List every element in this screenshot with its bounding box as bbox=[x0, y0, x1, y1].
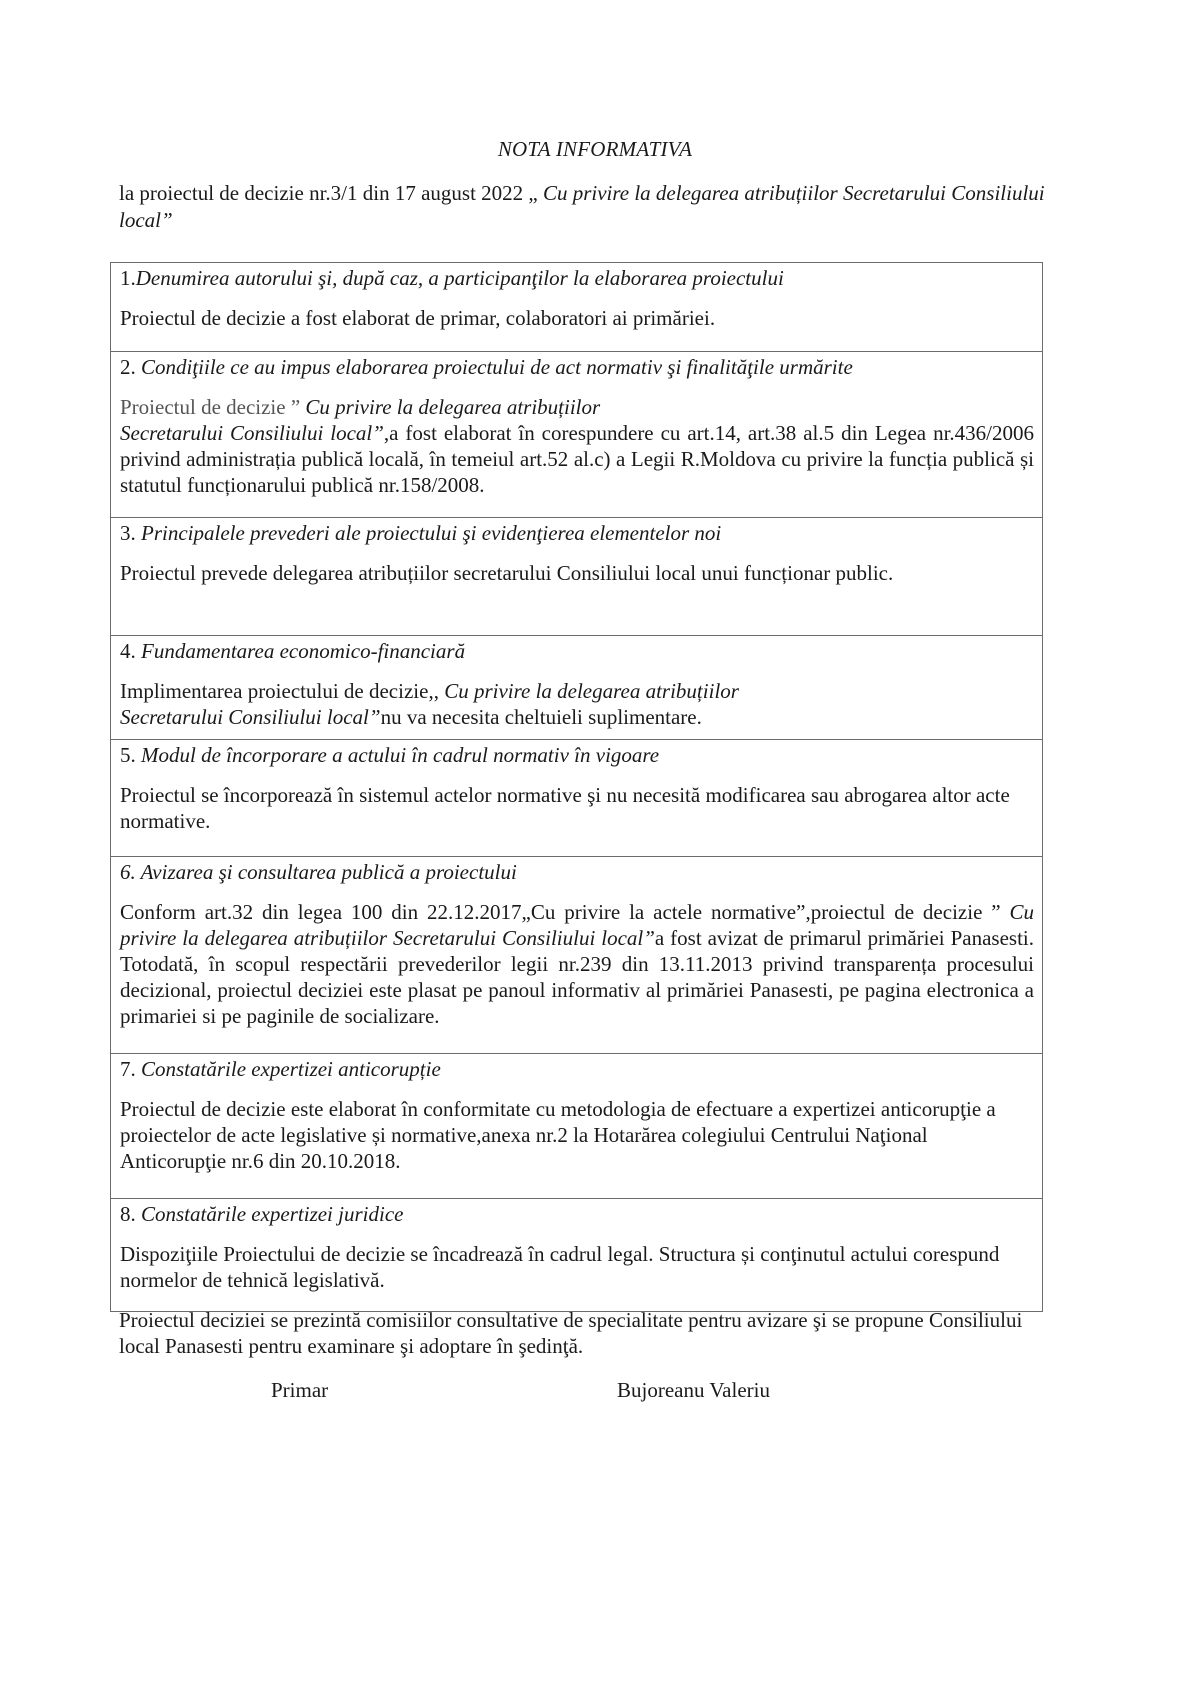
decision-name-part: Cu privire la delegarea atribuțiilor bbox=[305, 395, 601, 419]
section-heading bbox=[120, 265, 1034, 291]
section-row bbox=[111, 740, 1043, 857]
section-row bbox=[111, 1199, 1043, 1312]
section-number: 7. bbox=[120, 1057, 141, 1081]
section-body bbox=[120, 678, 1034, 730]
section-7 bbox=[111, 1054, 1043, 1199]
section-body bbox=[120, 305, 1034, 331]
section-1 bbox=[111, 263, 1043, 352]
section-row bbox=[111, 518, 1043, 636]
section-title: Condiţiile ce au impus elaborarea proiectului de act normativ şi finalităţile urmărite bbox=[141, 355, 853, 379]
section-8 bbox=[111, 1199, 1043, 1312]
section-title: Modul de încorporare a actului în cadrul normativ în vigoare bbox=[141, 743, 660, 767]
section-6 bbox=[111, 857, 1043, 1054]
section-body bbox=[120, 1096, 1034, 1174]
section-heading bbox=[120, 638, 1034, 664]
section-text: Implimentarea proiectului de decizie,, bbox=[120, 679, 445, 703]
section-title: Denumirea autorului şi, după caz, a participanţilor la elaborarea proiectului bbox=[135, 266, 784, 290]
section-text: Proiectul de decizie este elaborat în conformitate cu metodologia de efectuare a expertizei anticorupţie a proiectelor de acte legislative și normative,anexa nr.2 la Hotarărea colegiului Centrului Naţional Anticorupţie nr.6 din 20.10.2018. bbox=[120, 1097, 996, 1173]
section-number: 1. bbox=[120, 266, 136, 290]
section-body bbox=[120, 782, 1034, 834]
section-5 bbox=[111, 740, 1043, 857]
section-2 bbox=[111, 352, 1043, 518]
section-text: Proiectul de decizie ” bbox=[120, 395, 306, 419]
section-text: a fost avizat de primarul primăriei Panasesti. Totodată, în scopul respectării prevederilor legii nr.239 din 13.11.2013 privind transparența procesului decizional, proiectul deciziei este plasat pe panoul informativ al primăriei Panasesti, pe pagina electronica a primariei si pe paginile de socializare. bbox=[120, 926, 1034, 1028]
section-number: 8. bbox=[120, 1202, 141, 1226]
section-title: Constatările expertizei juridice bbox=[141, 1202, 404, 1226]
closing-paragraph: Proiectul deciziei se prezintă comisiilor consultative de specialitate pentru avizare şi se propune Consiliului local Panasesti pentru examinare şi adoptare în şedinţă. bbox=[119, 1308, 1023, 1358]
section-heading bbox=[120, 1201, 1034, 1227]
section-heading bbox=[120, 1056, 1034, 1082]
section-row bbox=[111, 636, 1043, 740]
decision-name-part: Cu privire la delegarea atribuțiilor Secretarului Consiliului local” bbox=[120, 900, 1034, 950]
section-number: 2. bbox=[120, 355, 141, 379]
section-body bbox=[120, 560, 1034, 586]
section-4 bbox=[111, 636, 1043, 740]
section-title: Avizarea şi consultarea publică a proiectului bbox=[140, 860, 517, 884]
section-title: Principalele prevederi ale proiectului şi evidenţierea elementelor noi bbox=[141, 521, 722, 545]
section-text: Conform art.32 din legea 100 din 22.12.2017„Cu privire la actele normative”,proiectul de decizie ” bbox=[120, 900, 1010, 924]
section-3 bbox=[111, 518, 1043, 636]
section-row bbox=[111, 1054, 1043, 1199]
section-heading bbox=[120, 742, 1034, 768]
section-heading bbox=[120, 354, 1034, 380]
section-title: Constatările expertizei anticorupție bbox=[141, 1057, 441, 1081]
signature-role: Primar bbox=[271, 1378, 329, 1402]
section-number: 4. bbox=[120, 639, 141, 663]
decision-name-part: Cu privire la delegarea atribuțiilor bbox=[444, 679, 739, 703]
section-text: Dispoziţiile Proiectului de decizie se încadrează în cadrul legal. Structura și conţinutul actului corespund normelor de tehnică legislativă. bbox=[120, 1242, 1000, 1292]
section-number: 6. bbox=[120, 860, 141, 884]
section-body bbox=[120, 394, 1034, 498]
sections-table bbox=[110, 262, 1043, 1312]
section-heading bbox=[120, 859, 1034, 885]
section-heading bbox=[120, 520, 1034, 546]
document-title: NOTA INFORMATIVA bbox=[497, 137, 693, 161]
section-title: Fundamentarea economico-financiară bbox=[141, 639, 466, 663]
signature-name: Bujoreanu Valeriu bbox=[617, 1378, 770, 1402]
section-row bbox=[111, 263, 1043, 352]
section-text: Proiectul de decizie a fost elaborat de primar, colaboratori ai primăriei. bbox=[120, 306, 716, 330]
section-text: ,a fost elaborat în corespundere cu art.14, art.38 al.5 din Legea nr.436/2006 privind administrația publică locală, în temeiul art.52 al.c) a Legii R.Moldova cu privire la funcția publică și statutul funcționarului publică nr.158/2008. bbox=[120, 421, 1034, 497]
decision-name-part: Secretarului Consiliului local” bbox=[120, 705, 381, 729]
document-subtitle bbox=[119, 180, 1079, 234]
section-row bbox=[111, 352, 1043, 518]
subtitle-decision-name: Cu privire la delegarea atribuțiilor Secretarului Consiliului local” bbox=[119, 181, 1045, 232]
section-text: nu va necesita cheltuieli suplimentare. bbox=[380, 705, 702, 729]
section-number: 3. bbox=[120, 521, 141, 545]
section-number: 5. bbox=[120, 743, 141, 767]
section-row bbox=[111, 857, 1043, 1054]
section-body bbox=[120, 1241, 1034, 1293]
section-text: Proiectul prevede delegarea atribuțiilor secretarului Consiliului local unui funcționar public. bbox=[120, 561, 894, 585]
section-body bbox=[120, 899, 1034, 1029]
subtitle-prefix: la proiectul de decizie nr.3/1 din 17 august 2022 „ bbox=[119, 181, 538, 205]
section-text: Proiectul se încorporează în sistemul actelor normative şi nu necesită modificarea sau abrogarea altor acte normative. bbox=[120, 783, 1010, 833]
decision-name-part: Secretarului Consiliului local” bbox=[120, 421, 384, 445]
